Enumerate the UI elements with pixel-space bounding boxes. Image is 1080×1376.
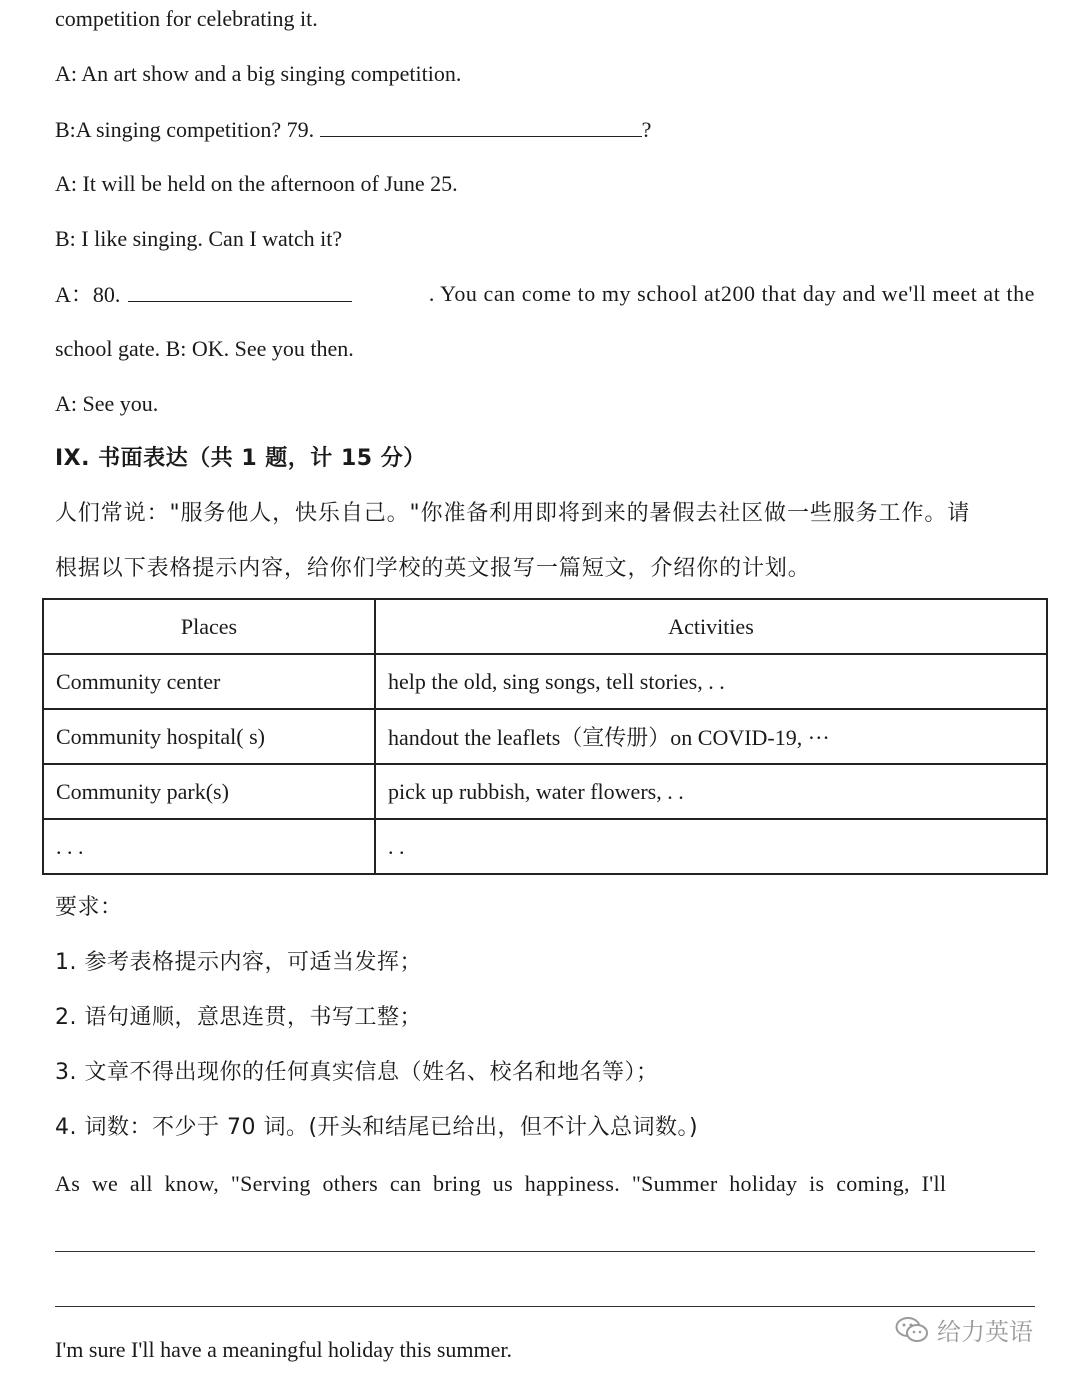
activity-cell: . .	[375, 819, 1047, 874]
dialogue-line-7: school gate. B: OK. See you then.	[55, 336, 354, 361]
question-mark: ?	[641, 117, 652, 142]
dialogue-line-6-suffix: . You can come to my school at200 that day and we'll meet at the	[428, 281, 1035, 306]
requirement-item-2: 2. 语句通顺，意思连贯，书写工整；	[55, 1005, 422, 1030]
header-activities: Activities	[375, 599, 1047, 654]
dialogue-line-6-prefix	[55, 279, 352, 310]
activity-cell: pick up rubbish, water flowers, . .	[375, 764, 1047, 819]
section-intro-line-1: 人们常说："服务他人，快乐自己。"你准备利用即将到来的暑假去社区做一些服务工作。请	[55, 501, 971, 526]
dialogue-line-2: A: An art show and a big singing competition.	[55, 61, 462, 86]
dialogue-line-8: A: See you.	[55, 391, 159, 416]
place-cell: Community hospital( s)	[43, 709, 375, 764]
place-cell: Community center	[43, 654, 375, 709]
activity-cell: handout the leaflets（宣传册）on COVID-19, ···	[375, 709, 1047, 764]
dialogue-line-5: B: I like singing. Can I watch it?	[55, 226, 343, 251]
writing-line-2[interactable]	[55, 1306, 1035, 1307]
answer-blank-80[interactable]	[128, 279, 352, 302]
dialogue-line-6	[55, 279, 1035, 310]
section-heading: IX. 书面表达（共 1 题，计 15 分）	[55, 446, 426, 471]
watermark	[895, 1312, 1033, 1347]
wechat-icon	[895, 1316, 929, 1344]
table-header-row	[43, 599, 1047, 654]
place-cell: Community park(s)	[43, 764, 375, 819]
dialogue-line-6-label: A：80.	[55, 282, 121, 307]
requirement-item-1: 1. 参考表格提示内容，可适当发挥；	[55, 950, 422, 975]
dialogue-line-1: competition for celebrating it.	[55, 6, 318, 31]
activity-cell: help the old, sing songs, tell stories, . .	[375, 654, 1047, 709]
table-row	[43, 819, 1047, 874]
essay-closing: I'm sure I'll have a meaningful holiday this summer.	[55, 1337, 512, 1362]
places-activities-table	[42, 598, 1048, 875]
watermark-text: 给力英语	[937, 1318, 1033, 1346]
dialogue-line-3-text: B:A singing competition? 79.	[55, 117, 315, 142]
writing-line-1[interactable]	[55, 1251, 1035, 1252]
table-row	[43, 654, 1047, 709]
requirement-item-4: 4. 词数：不少于 70 词。(开头和结尾已给出，但不计入总词数。)	[55, 1115, 699, 1140]
header-places: Places	[43, 599, 375, 654]
answer-blank-79[interactable]	[320, 114, 642, 137]
essay-opening: As we all know, "Serving others can bring us happiness. "Summer holiday is coming, I'll	[55, 1171, 947, 1196]
place-cell: . . .	[43, 819, 375, 874]
dialogue-line-4: A: It will be held on the afternoon of June 25.	[55, 171, 458, 196]
dialogue-line-3	[55, 114, 651, 145]
table-row	[43, 709, 1047, 764]
requirements-title: 要求：	[55, 895, 123, 920]
requirement-item-3: 3. 文章不得出现你的任何真实信息（姓名、校名和地名等）；	[55, 1060, 659, 1085]
section-intro-line-2: 根据以下表格提示内容，给你们学校的英文报写一篇短文，介绍你的计划。	[55, 556, 811, 581]
table-row	[43, 764, 1047, 819]
